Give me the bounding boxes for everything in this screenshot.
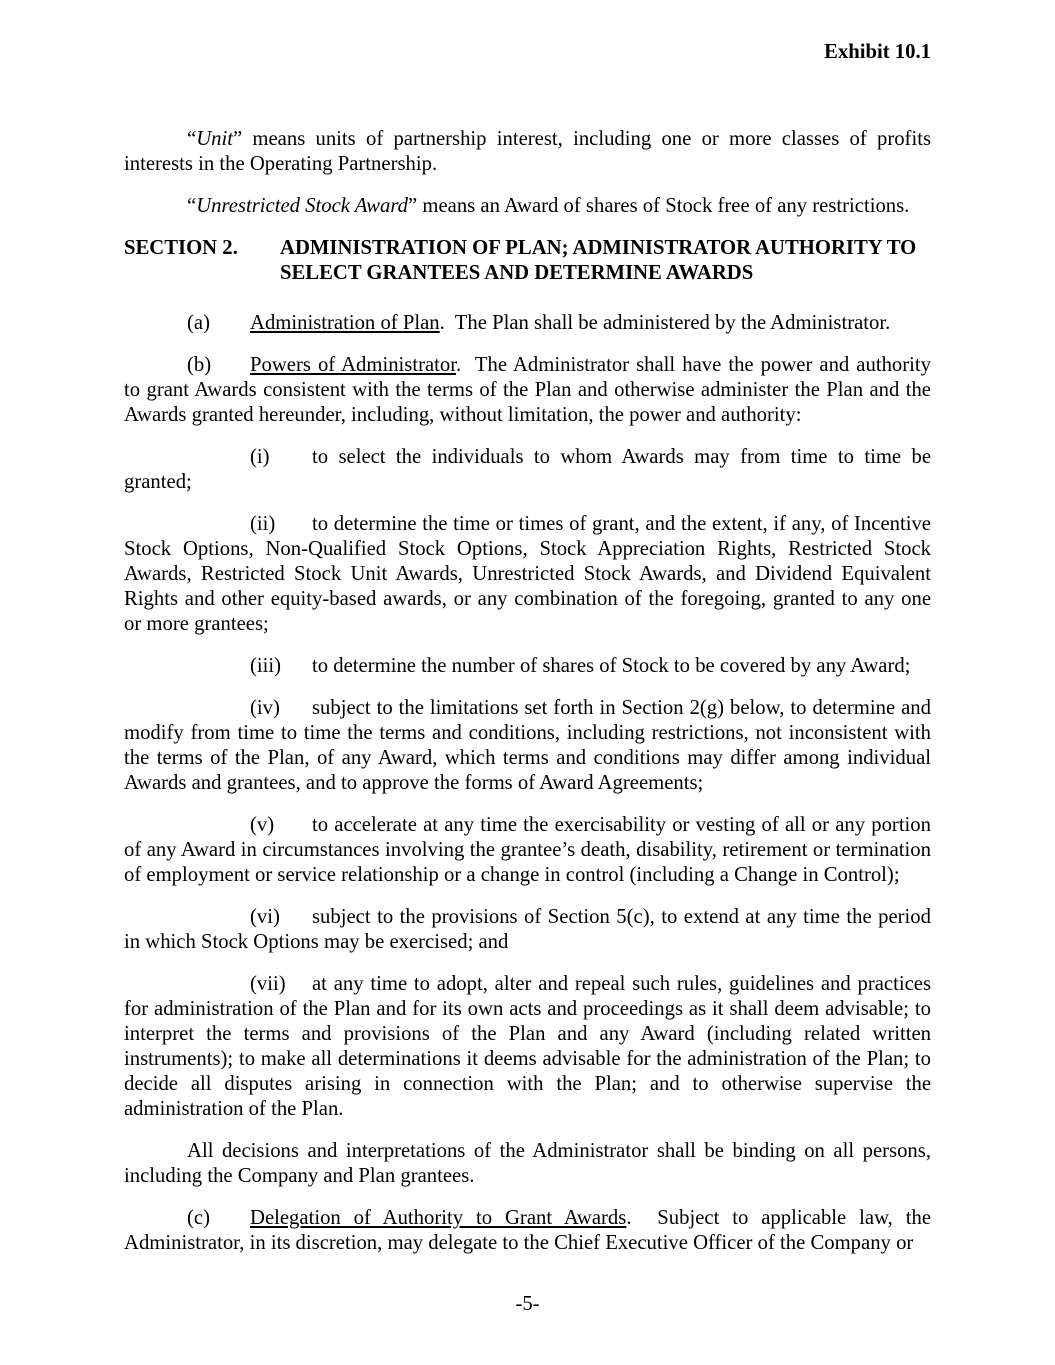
text-run: at any time to adopt, alter and repeal such rules, guidelines and practices for administration of the Plan and for its own acts and proceedings as it shall deem advisable; to interpret the terms and provisions of the Plan and any Award (including related written instruments); to make all determinations it deems advisable for the administration of the Plan; to decide all disputes arising in connection with the Plan; and to otherwise supervise the administration of the Plan. <box>124 973 931 1120</box>
text-run: SELECT GRANTEES AND DETERMINE AWARDS <box>280 262 754 284</box>
item-i <box>124 445 931 495</box>
page-number: -5- <box>515 1293 540 1315</box>
item-label: (i) <box>250 446 270 468</box>
text-run: to select the individuals to whom Awards may from time to time be granted; <box>124 446 931 493</box>
para-c-delegation-of-authority <box>124 1206 931 1256</box>
text-run: Delegation of Authority to Grant Awards <box>250 1207 627 1229</box>
item-label: SECTION 2. <box>124 237 238 259</box>
text-run: Powers of Administrator <box>250 354 457 376</box>
text-run: subject to the limitations set forth in Section 2(g) below, to determine and modify from time to time the terms and conditions, including restrictions, not inconsistent with the terms of the Plan, of any Award, which terms and conditions may differ among individual Awards and grantees, and to approve the forms of Award Agreements; <box>124 697 931 794</box>
item-label: (a) <box>187 312 210 334</box>
text-run: Unit <box>196 128 233 150</box>
para-b-powers-of-administrator <box>124 353 931 428</box>
text-run: Administration of Plan <box>250 312 440 334</box>
document-body <box>124 127 931 1256</box>
text-run: Unrestricted Stock Award <box>196 195 409 217</box>
text-run: subject to the provisions of Section 5(c), to extend at any time the period in which Stock Options may be exercised; and <box>124 906 931 953</box>
item-label: (ii) <box>250 513 276 535</box>
text-run: “ <box>187 195 197 217</box>
document-content <box>124 40 931 1273</box>
text-run: . Subject to applicable law, the Administrator, in its discretion, may delegate to the Chief Executive Officer of the Company or <box>124 1207 932 1254</box>
text-run: to determine the time or times of grant, and the extent, if any, of Incentive Stock Options, Non-Qualified Stock Options, Stock Appreciation Rights, Restricted Stock Awards, Restricted Stock Unit Awards, Unrestricted Stock Awards, and Dividend Equivalent Rights and other equity-based awards, or any combination of the foregoing, granted to any one or more grantees; <box>124 513 931 635</box>
item-ii <box>124 512 931 637</box>
item-v <box>124 813 931 888</box>
text-run: All decisions and interpretations of the Administrator shall be binding on all persons, including the Company and Plan grantees. <box>124 1140 931 1187</box>
text-run: ” means units of partnership interest, including one or more classes of profits interests in the Operating Partnership. <box>124 128 931 175</box>
text-run: “ <box>187 128 197 150</box>
text-run: ” means an Award of shares of Stock free of any restrictions. <box>408 195 910 217</box>
text-run: to determine the number of shares of Stock to be covered by any Award; <box>312 655 911 677</box>
item-label: (c) <box>187 1207 210 1229</box>
para-unrestricted-stock-award-definition <box>124 194 931 219</box>
exhibit-label: Exhibit 10.1 <box>824 41 931 63</box>
section-2-heading <box>124 236 931 286</box>
item-label: (vii) <box>250 973 286 995</box>
text-run: . The Plan shall be administered by the Administrator. <box>439 312 891 334</box>
para-a-administration-of-plan <box>124 311 931 336</box>
item-label: (v) <box>250 814 275 836</box>
para-unit-definition <box>124 127 931 177</box>
text-run: . The Administrator shall have the power and authority to grant Awards consistent with the terms of the Plan and otherwise administer the Plan and the Awards granted hereunder, including, without limitation, the power and authority: <box>124 354 931 426</box>
item-iii <box>124 654 931 679</box>
text-run: ADMINISTRATION OF PLAN; ADMINISTRATOR AUTHORITY TO <box>280 237 917 259</box>
text-run: to accelerate at any time the exercisability or vesting of all or any portion of any Award in circumstances involving the grantee’s death, disability, retirement or termination of employment or service relationship or a change in control (including a Change in Control); <box>124 814 931 886</box>
item-label: (iv) <box>250 697 280 719</box>
item-label: (iii) <box>250 655 282 677</box>
para-all-decisions <box>124 1139 931 1189</box>
item-iv <box>124 696 931 796</box>
item-label: (vi) <box>250 906 280 928</box>
item-vi <box>124 905 931 955</box>
item-label: (b) <box>187 354 212 376</box>
item-vii <box>124 972 931 1122</box>
